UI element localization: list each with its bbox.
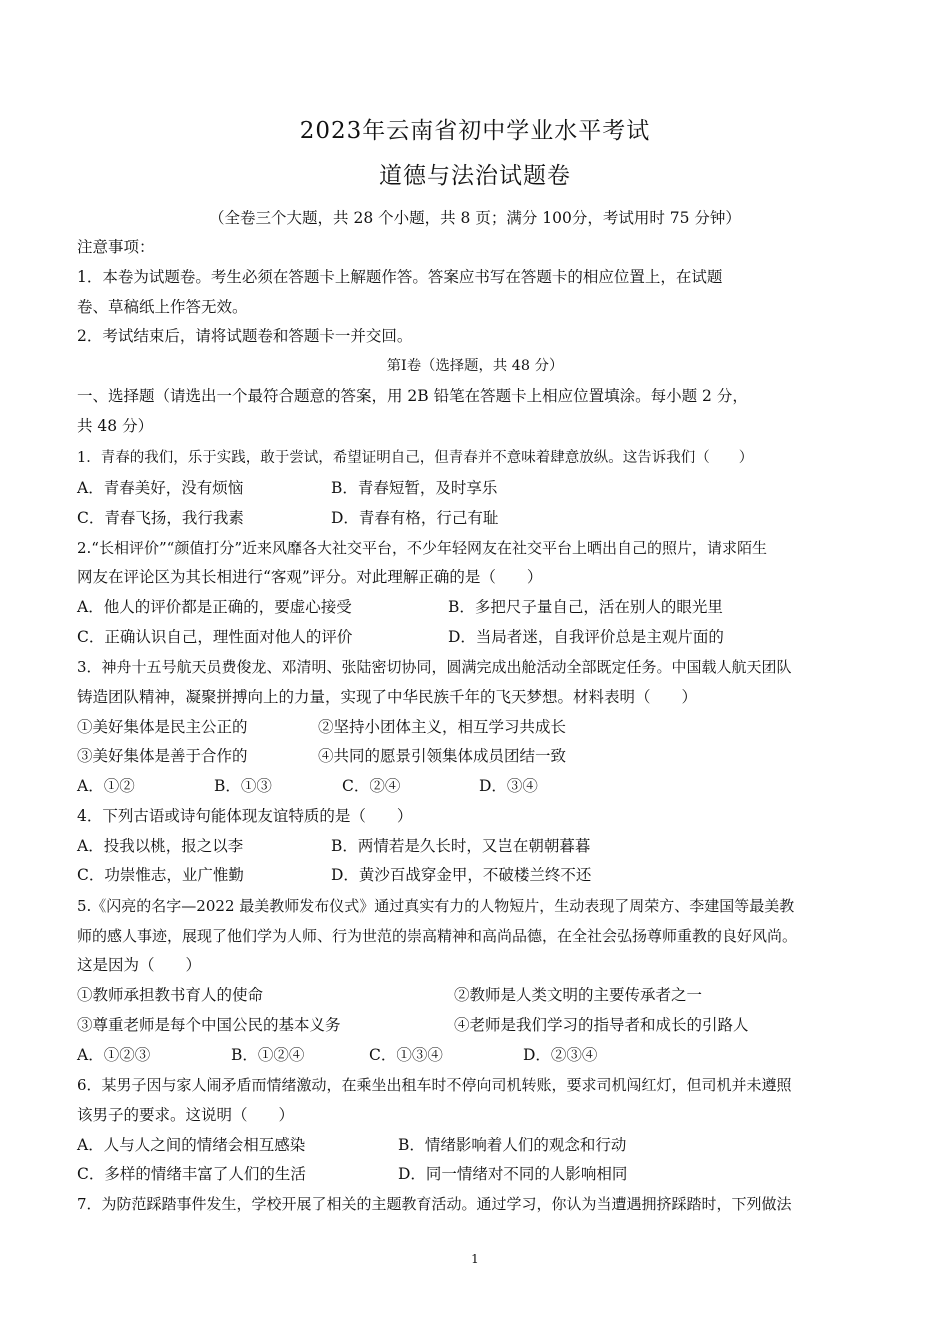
- exam-info: （全卷三个大题，共 28 个小题，共 8 页；满分 100分，考试用时 75 分钟）: [209, 209, 741, 227]
- part-one-instructions-1: 一、选择题（请选出一个最符合题意的答案，用 2B 铅笔在答题卡上相应位置填涂。每小题 2 分，: [77, 387, 748, 405]
- q5-statement-4: ④老师是我们学习的指导者和成长的引路人: [454, 1016, 749, 1034]
- q3-stem-1: 3．神舟十五号航天员费俊龙、邓清明、张陆密切协同，圆满完成出舱活动全部既定任务。中国载人航天团队: [77, 658, 792, 676]
- exam-title: 2023年云南省初中学业水平考试: [299, 118, 651, 144]
- q6-option-a: A．人与人之间的情绪会相互感染: [77, 1136, 306, 1154]
- q3-statement-3: ③美好集体是善于合作的: [77, 747, 248, 765]
- part-one-instructions-2: 共 48 分）: [77, 417, 154, 435]
- q5-option-d: D．②③④: [523, 1046, 598, 1064]
- q6-option-c: C．多样的情绪丰富了人们的生活: [77, 1165, 306, 1183]
- q4-option-d: D．黄沙百战穿金甲，不破楼兰终不还: [331, 866, 592, 884]
- q1-stem: 1．青春的我们，乐于实践，敢于尝试，希望证明自己，但青春并不意味着肆意放纵。这告诉我们（ ）: [77, 450, 754, 466]
- q5-statement-2: ②教师是人类文明的主要传承者之一: [454, 986, 703, 1004]
- q6-option-d: D．同一情绪对不同的人影响相同: [398, 1165, 628, 1183]
- q4-stem: 4．下列古语或诗句能体现友谊特质的是（ ）: [77, 807, 413, 825]
- q5-option-c: C．①③④: [369, 1046, 443, 1064]
- q1-option-c: C．青春飞扬，我行我素: [77, 509, 244, 527]
- exam-subject: 道德与法治试题卷: [379, 163, 571, 189]
- q7-stem-1: 7．为防范踩踏事件发生，学校开展了相关的主题教育活动。通过学习，你认为当遭遇拥挤踩踏时，下列做法: [77, 1195, 792, 1213]
- q6-option-b: B．情绪影响着人们的观念和行动: [398, 1136, 627, 1154]
- q5-statement-1: ①教师承担教书育人的使命: [77, 986, 264, 1004]
- q5-statement-3: ③尊重老师是每个中国公民的基本义务: [77, 1016, 341, 1034]
- q3-option-b: B．①③: [214, 777, 272, 795]
- q2-option-d: D．当局者迷，自我评价总是主观片面的: [448, 628, 724, 646]
- q6-stem-1: 6．某男子因与家人闹矛盾而情绪激动，在乘坐出租车时不停向司机转账，要求司机闯红灯，但司机并未遵照: [77, 1076, 792, 1094]
- q5-stem-2: 师的感人事迹，展现了他们学为人师、行为世范的崇高精神和高尚品德，在全社会弘扬尊师重教的良好风尚。: [77, 927, 798, 945]
- q2-stem-2: 网友在评论区为其长相进行“客观”评分。对此理解正确的是（ ）: [77, 568, 543, 586]
- q4-option-b: B．两情若是久长时，又岂在朝朝暮暮: [331, 837, 591, 855]
- q1-option-b: B．青春短暂，及时享乐: [331, 479, 498, 497]
- q4-option-a: A．投我以桃，报之以李: [77, 837, 244, 855]
- page-number: 1: [471, 1252, 479, 1266]
- q3-statement-1: ①美好集体是民主公正的: [77, 718, 248, 736]
- q5-option-a: A．①②③: [77, 1046, 151, 1064]
- q5-stem-1: 5.《闪亮的名字—2022 最美教师发布仪式》通过真实有力的人物短片，生动表现了周荣方、李建国等最美教: [77, 897, 795, 915]
- q4-option-c: C．功崇惟志，业广惟勤: [77, 866, 244, 884]
- q2-option-c: C．正确认识自己，理性面对他人的评价: [77, 628, 353, 646]
- notice-header: 注意事项：: [77, 238, 155, 256]
- notice-line-1: 1．本卷为试题卷。考生必须在答题卡上解题作答。答案应书写在答题卡的相应位置上，在试题: [77, 268, 723, 286]
- notice-line-3: 2．考试结束后，请将试题卷和答题卡一并交回。: [77, 327, 413, 345]
- q6-stem-2: 该男子的要求。这说明（ ）: [77, 1106, 295, 1124]
- notice-line-2: 卷、草稿纸上作答无效。: [77, 298, 248, 316]
- q2-option-a: A．他人的评价都是正确的，要虚心接受: [77, 598, 352, 616]
- q3-option-d: D．③④: [479, 777, 538, 795]
- q3-stem-2: 铸造团队精神，凝聚拼搏向上的力量，实现了中华民族千年的飞天梦想。材料表明（ ）: [77, 688, 698, 706]
- q1-option-a: A．青春美好，没有烦恼: [77, 479, 244, 497]
- q2-option-b: B．多把尺子量自己，活在别人的眼光里: [448, 598, 723, 616]
- q5-stem-3: 这是因为（ ）: [77, 956, 202, 974]
- q3-statement-4: ④共同的愿景引领集体成员团结一致: [318, 747, 567, 765]
- q1-option-d: D．青春有格，行己有耻: [331, 509, 499, 527]
- q3-option-a: A．①②: [77, 777, 135, 795]
- q5-option-b: B．①②④: [231, 1046, 305, 1064]
- section-title: 第Ⅰ卷（选择题，共 48 分）: [386, 358, 564, 374]
- q3-option-c: C．②④: [342, 777, 401, 795]
- q3-statement-2: ②坚持小团体主义，相互学习共成长: [318, 718, 567, 736]
- q2-stem-1: 2.“长相评价”“颜值打分”近来风靡各大社交平台，不少年轻网友在社交平台上晒出自己的照片，请求陌生: [77, 539, 767, 557]
